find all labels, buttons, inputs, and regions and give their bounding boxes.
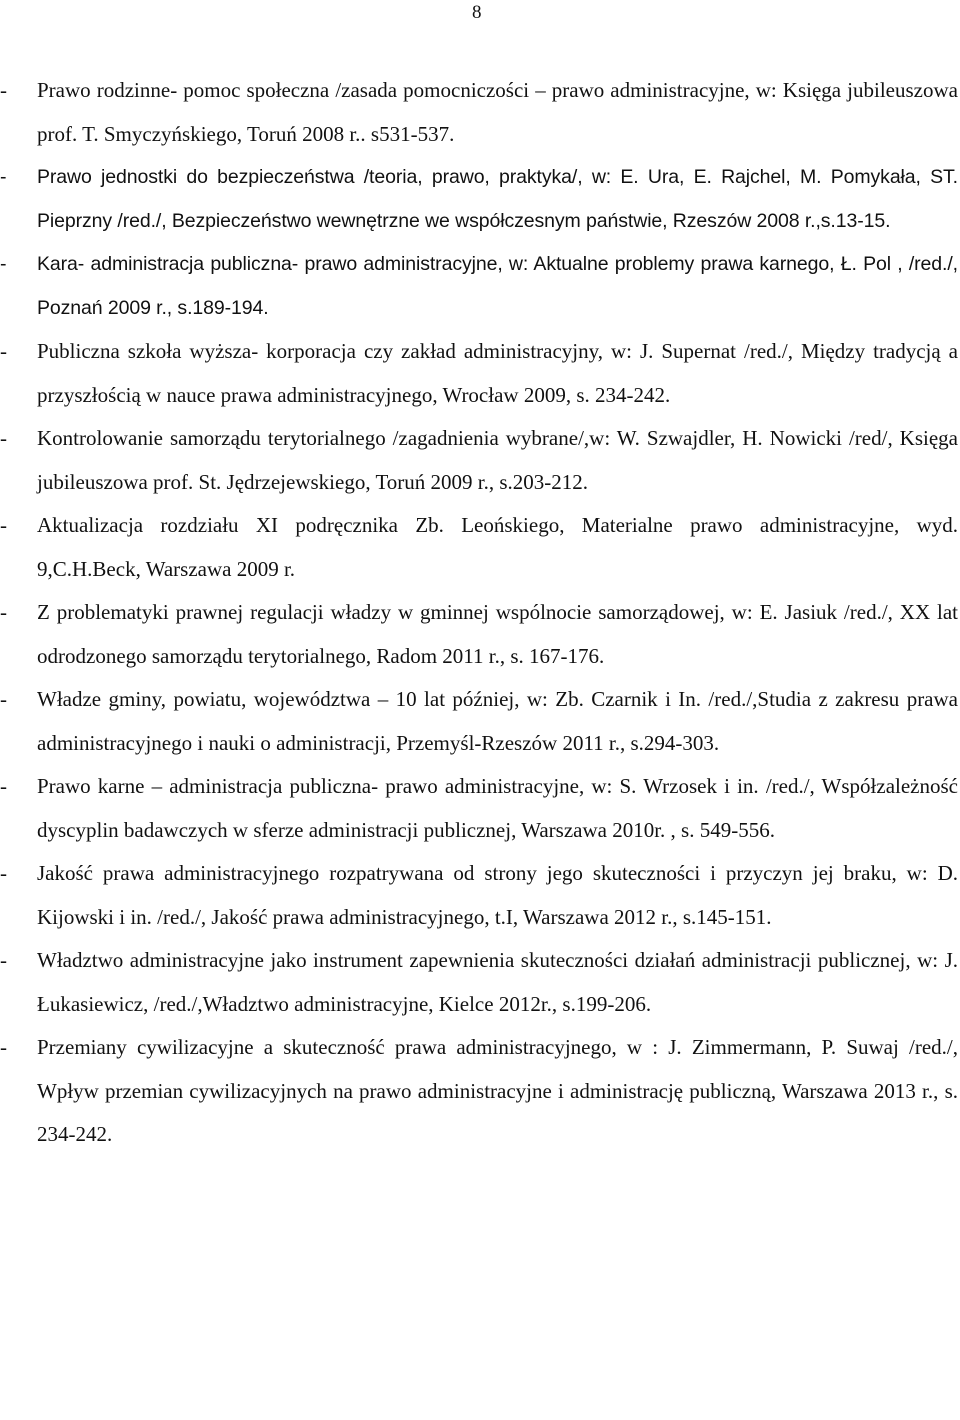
entry-text: Władztwo administracyjne jako instrument zapewnienia skuteczności działań administracji publicznej, w: J. Łukasiewicz, /red./,Władztwo administracyjne, Kielce 2012r., s.199-206. (37, 948, 958, 1016)
bibliography-entry (0, 243, 958, 330)
list-dash: - (0, 687, 7, 711)
list-dash: - (0, 600, 7, 624)
entry-text: Aktualizacja rozdziału XI podręcznika Zb. Leońskiego, Materialne prawo administracyjne, wyd. 9,C.H.Beck, Warszawa 2009 r. (37, 513, 958, 581)
page-number: 8 (472, 2, 482, 23)
entry-text: Kara- administracja publiczna- prawo administracyjne, w: Aktualne problemy prawa karnego, Ł. Pol , /red./, Poznań 2009 r., s.189-194. (37, 253, 958, 319)
entry-text: Z problematyki prawnej regulacji władzy w gminnej wspólnocie samorządowej, w: E. Jasiuk /red./, XX lat odrodzonego samorządu terytorialnego, Radom 2011 r., s. 167-176. (37, 600, 958, 668)
bibliography-entry (0, 765, 958, 852)
entry-text: Publiczna szkoła wyższa- korporacja czy zakład administracyjny, w: J. Supernat /red./, Między tradycją a przyszłością w nauce prawa administracyjnego, Wrocław 2009, s. 234-242. (37, 339, 958, 407)
bibliography-entry (0, 939, 958, 1026)
list-dash: - (0, 78, 7, 102)
entry-text: Kontrolowanie samorządu terytorialnego /zagadnienia wybrane/,w: W. Szwajdler, H. Nowicki /red/, Księga jubileuszowa prof. St. Jędrzejewskiego, Toruń 2009 r., s.203-212. (37, 426, 958, 494)
list-dash: - (0, 1035, 7, 1059)
entry-text: Władze gminy, powiatu, województwa – 10 lat później, w: Zb. Czarnik i In. /red./,Studia z zakresu prawa administracyjnego i nauki o administracji, Przemyśl-Rzeszów 2011 r., s.294-303. (37, 687, 958, 755)
entry-text: Przemiany cywilizacyjne a skuteczność prawa administracyjnego, w : J. Zimmermann, P. Suwaj /red./, Wpływ przemian cywilizacyjnych na prawo administracyjne i administrację publiczną, Warszawa 2013 r., s. 234-242. (37, 1035, 958, 1146)
entry-text: Jakość prawa administracyjnego rozpatrywana od strony jego skuteczności i przyczyn jej braku, w: D. Kijowski i in. /red./, Jakość prawa administracyjnego, t.I, Warszawa 2012 r., s.145-151. (37, 861, 958, 929)
list-dash: - (0, 948, 7, 972)
bibliography-entry (0, 591, 958, 678)
list-dash: - (0, 166, 7, 188)
bibliography-entry (0, 504, 958, 591)
bibliography-list (0, 69, 958, 1157)
entry-text: Prawo jednostki do bezpieczeństwa /teoria, prawo, praktyka/, w: E. Ura, E. Rajchel, M. Pomykała, ST. Pieprzny /red./, Bezpieczeństwo wewnętrzne we współczesnym państwie, Rzeszów 2008 r.,s.13-15. (37, 166, 958, 232)
bibliography-entry (0, 156, 958, 243)
list-dash: - (0, 426, 7, 450)
bibliography-entry (0, 69, 958, 156)
list-dash: - (0, 339, 7, 363)
list-dash: - (0, 253, 7, 275)
list-dash: - (0, 513, 7, 537)
list-dash: - (0, 774, 7, 798)
bibliography-entry (0, 1026, 958, 1157)
bibliography-entry (0, 330, 958, 417)
entry-text: Prawo rodzinne- pomoc społeczna /zasada pomocniczości – prawo administracyjne, w: Księga jubileuszowa prof. T. Smyczyńskiego, Toruń 2008 r.. s531-537. (37, 78, 958, 146)
bibliography-entry (0, 678, 958, 765)
list-dash: - (0, 861, 7, 885)
bibliography-entry (0, 852, 958, 939)
entry-text: Prawo karne – administracja publiczna- prawo administracyjne, w: S. Wrzosek i in. /red./, Współzależność dyscyplin badawczych w sferze administracji publicznej, Warszawa 2010r. , s. 549-556. (37, 774, 958, 842)
bibliography-entry (0, 417, 958, 504)
